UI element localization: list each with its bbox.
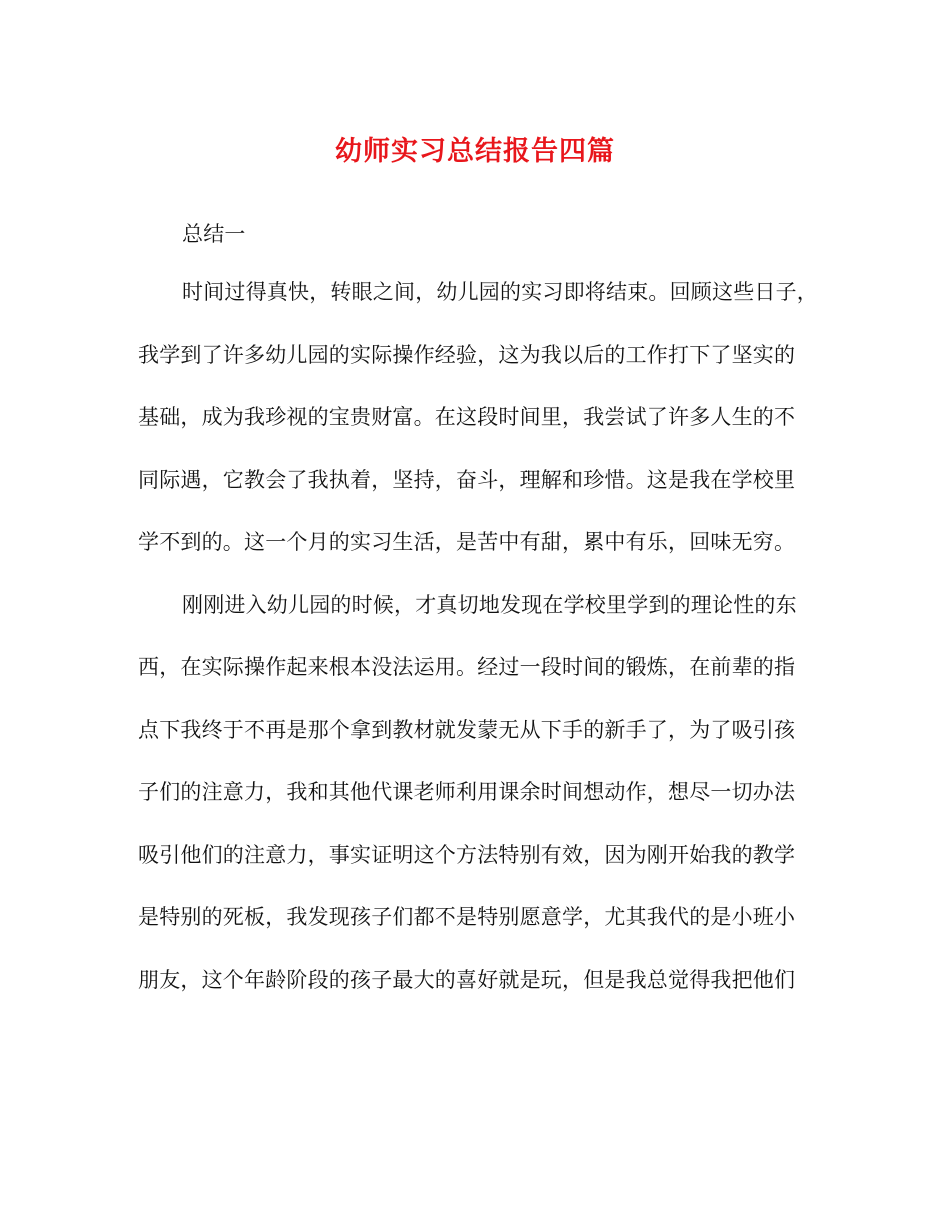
- document-title: 幼师实习总结报告四篇: [335, 136, 615, 167]
- paragraph-line: 刚刚进入幼儿园的时候，才真切地发现在学校里学到的理论性的东: [182, 592, 797, 617]
- paragraph-line: 子们的注意力，我和其他代课老师利用课余时间想动作，想尽一切办法: [138, 780, 796, 804]
- section-heading: 总结一: [182, 222, 246, 246]
- paragraph-line: 我学到了许多幼儿园的实际操作经验，这为我以后的工作打下了坚实的: [138, 342, 796, 367]
- paragraph-line: 时间过得真快，转眼之间，幼儿园的实习即将结束。回顾这些日子，: [182, 280, 818, 304]
- paragraph-line: 西，在实际操作起来根本没法运用。经过一段时间的锻炼，在前辈的指: [138, 655, 796, 679]
- paragraph-line: 学不到的。这一个月的实习生活，是苦中有甜，累中有乐，回味无穷。: [138, 530, 796, 554]
- paragraph-line: 点下我终于不再是那个拿到教材就发蒙无从下手的新手了，为了吸引孩: [138, 717, 796, 742]
- paragraph-line: 是特别的死板，我发现孩子们都不是特别愿意学，尤其我代的是小班小: [138, 905, 796, 929]
- document-body: [138, 214, 818, 1022]
- paragraph-line: 同际遇，它教会了我执着，坚持，奋斗，理解和珍惜。这是我在学校里: [138, 467, 796, 492]
- paragraph-line: 吸引他们的注意力，事实证明这个方法特别有效，因为刚开始我的教学: [138, 842, 796, 867]
- paragraph-line: 基础，成为我珍视的宝贵财富。在这段时间里，我尝试了许多人生的不: [138, 405, 796, 429]
- paragraph-line: 朋友，这个年龄阶段的孩子最大的喜好就是玩，但是我总觉得我把他们: [138, 967, 796, 992]
